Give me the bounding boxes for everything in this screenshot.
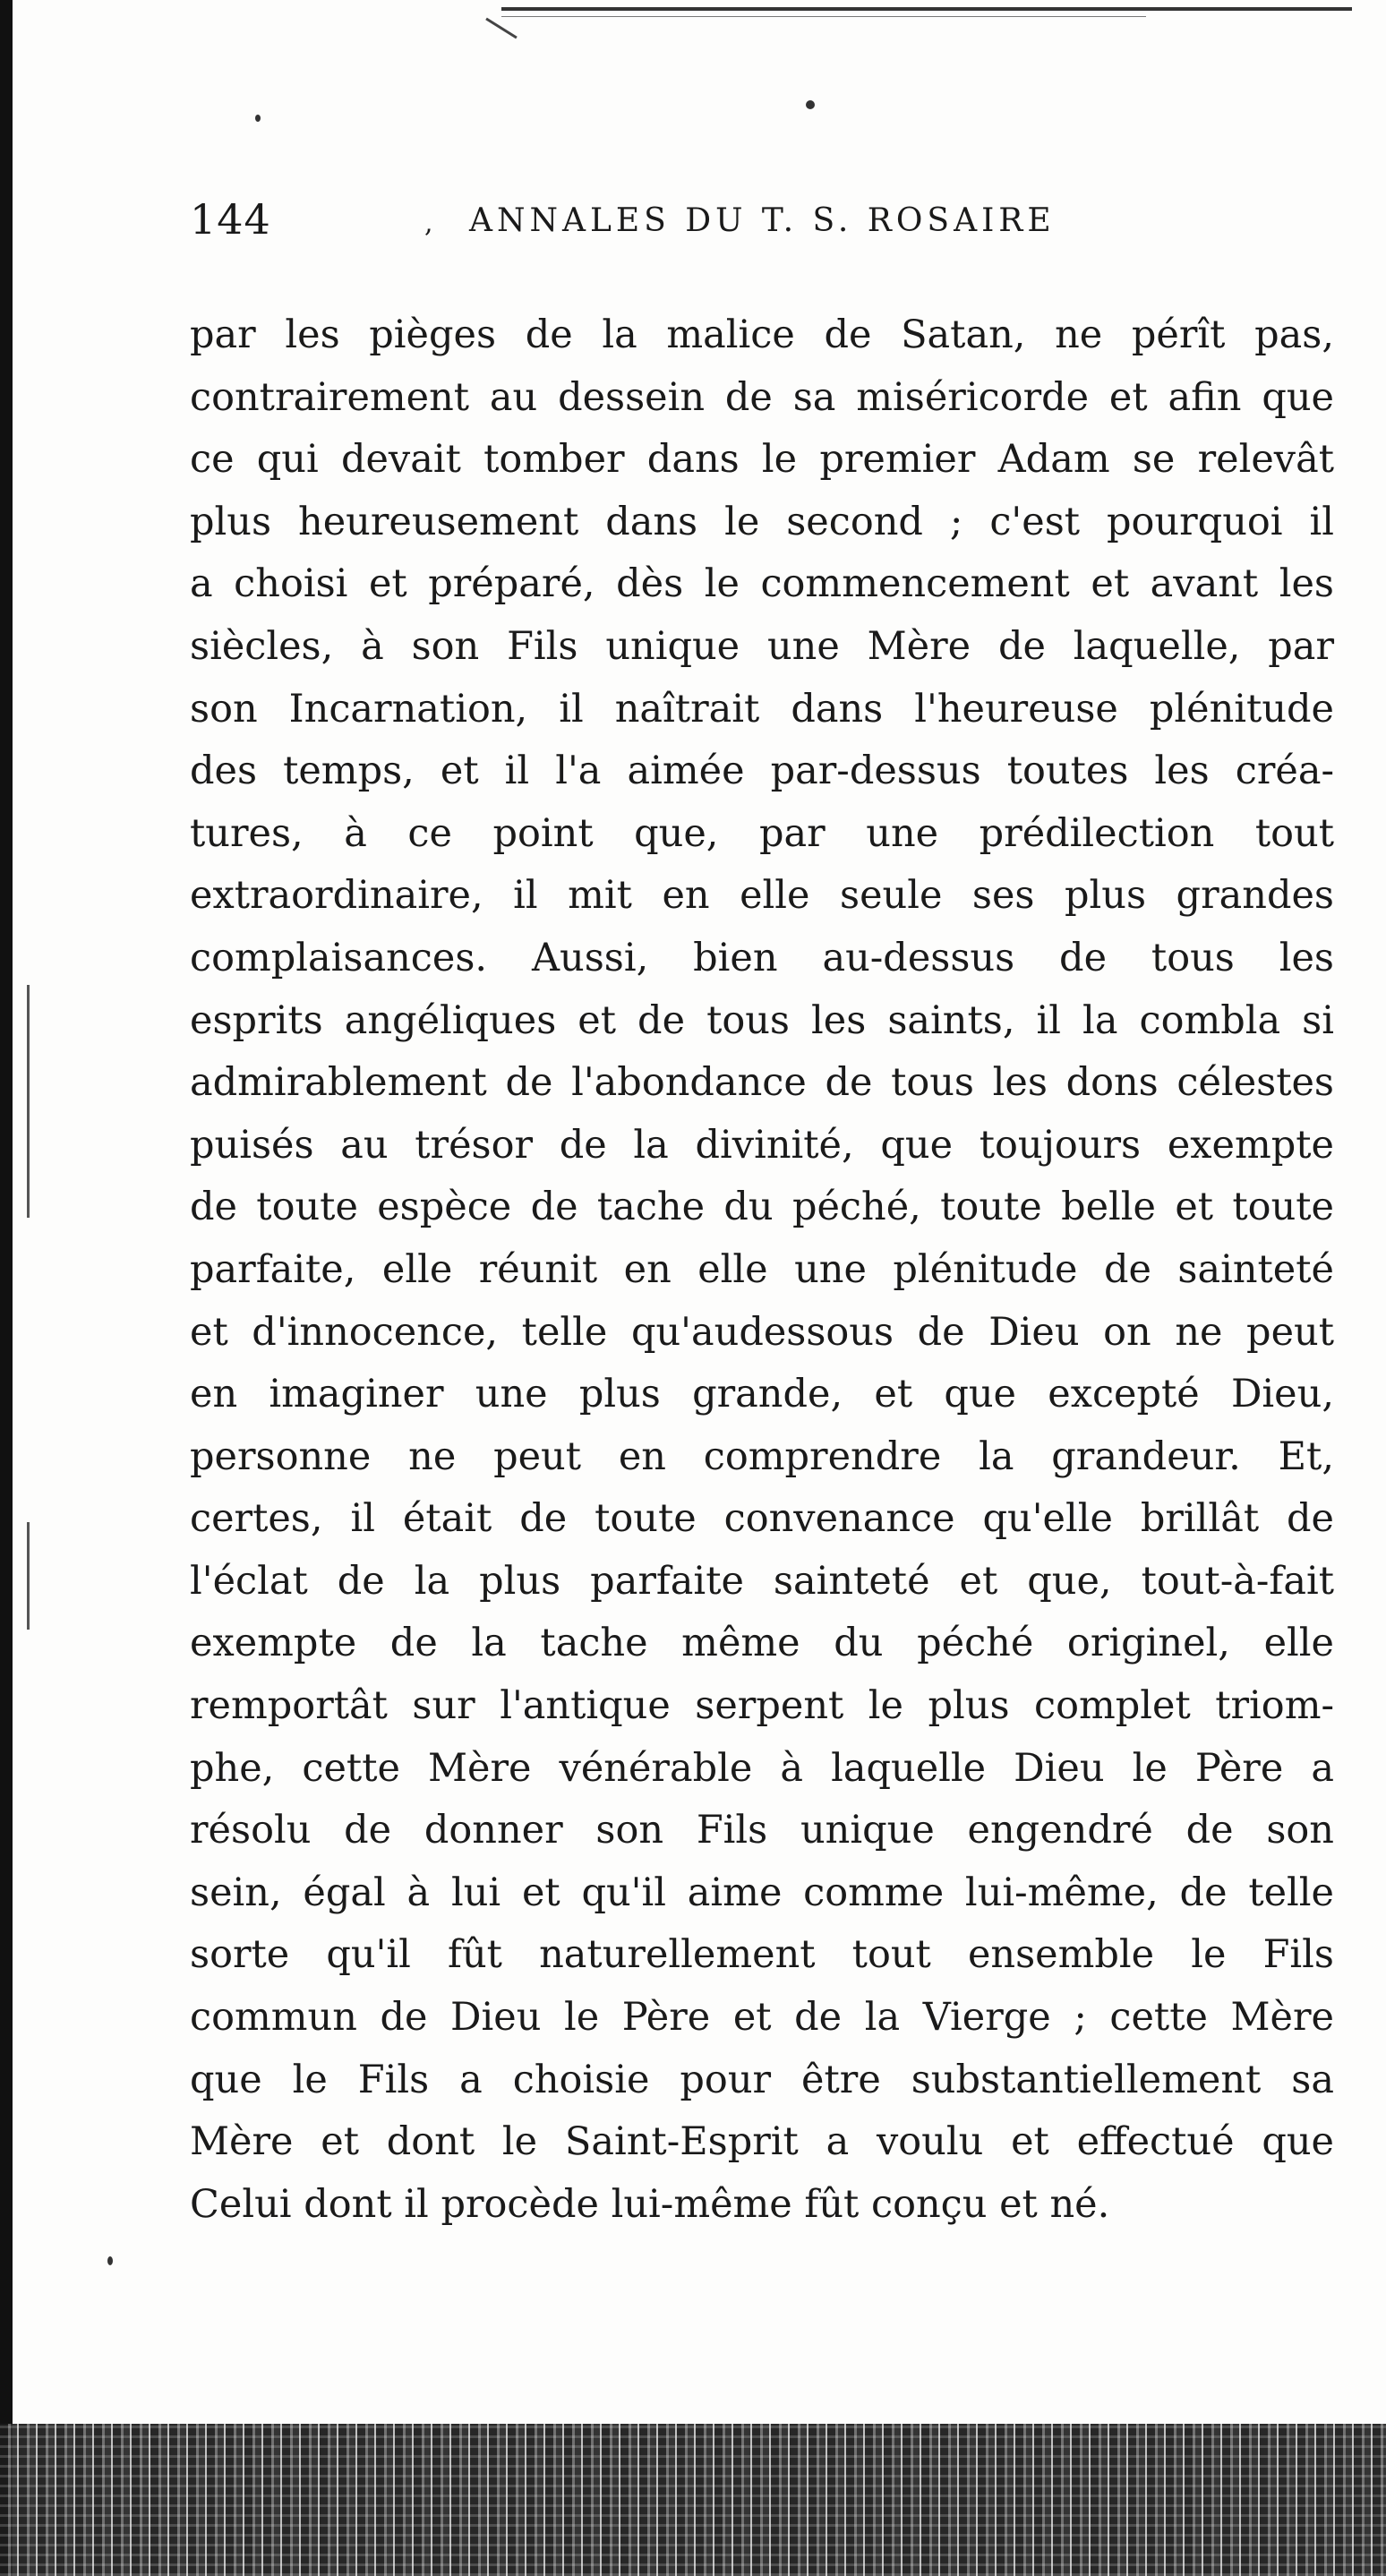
text-line: tures, à ce point que, par une prédilection tout — [190, 810, 1334, 856]
text-line: a choisi et préparé, dès le commencement et avant les — [190, 561, 1334, 607]
scan-dot — [107, 2256, 113, 2265]
running-header — [190, 195, 1336, 249]
text-line: que le Fils a choisie pour être substantiellement sa — [190, 2057, 1334, 2102]
scan-speckle — [27, 1522, 30, 1630]
text-line: par les pièges de la malice de Satan, ne pérît pas, — [190, 312, 1334, 357]
scan-dot — [255, 115, 261, 122]
text-line: son Incarnation, il naîtrait dans l'heureuse plénitude — [190, 686, 1334, 732]
text-line: contrairement au dessein de sa miséricorde et afin que — [190, 374, 1334, 420]
text-line: personne ne peut en comprendre la grandeur. Et, — [190, 1433, 1334, 1479]
text-line: esprits angéliques et de tous les saints, il la combla si — [190, 997, 1334, 1043]
text-line: Celui dont il procède lui-même fût conçu et né. — [190, 2181, 1110, 2227]
scan-speckle — [27, 985, 30, 1218]
text-line: Mère et dont le Saint-Esprit a voulu et effectué que — [190, 2119, 1334, 2165]
text-line: exempte de la tache même du péché originel, elle — [190, 1621, 1334, 1666]
text-line: certes, il était de toute convenance qu'elle brillât de — [190, 1496, 1334, 1542]
text-line: ce qui devait tomber dans le premier Adam se relevât — [190, 437, 1334, 483]
text-line: sorte qu'il fût naturellement tout ensemble le Fils — [190, 1932, 1334, 1978]
text-line: remportât sur l'antique serpent le plus complet triom- — [190, 1683, 1334, 1729]
text-line: en imaginer une plus grande, et que excepté Dieu, — [190, 1372, 1334, 1417]
body-text — [190, 304, 1334, 2236]
text-line: et d'innocence, telle qu'audessous de Dieu on ne peut — [190, 1309, 1334, 1355]
scan-top-line — [501, 16, 1146, 17]
text-line: complaisances. Aussi, bien au-dessus de tous les — [190, 935, 1334, 980]
text-line: puisés au trésor de la divinité, que toujours exempte — [190, 1122, 1334, 1168]
running-head-title: ANNALES DU T. S. ROSAIRE — [469, 202, 1056, 239]
text-line: commun de Dieu le Père et de la Vierge ; cette Mère — [190, 1995, 1334, 2041]
text-line: l'éclat de la plus parfaite sainteté et que, tout-à-fait — [190, 1558, 1334, 1604]
scan-mark — [485, 18, 518, 39]
page-number: 144 — [190, 195, 271, 244]
text-line: des temps, et il l'a aimée par-dessus toutes les créa- — [190, 749, 1334, 794]
text-line: extraordinaire, il mit en elle seule ses plus grandes — [190, 873, 1334, 919]
text-line: résolu de donner son Fils unique engendré de son — [190, 1808, 1334, 1853]
text-line: siècles, à son Fils unique une Mère de laquelle, par — [190, 623, 1334, 669]
scan-dot — [806, 100, 815, 109]
binding-edge — [0, 0, 13, 2576]
text-line: de toute espèce de tache du péché, toute belle et toute — [190, 1185, 1334, 1230]
text-line: sein, égal à lui et qu'il aime comme lui-même, de telle — [190, 1870, 1334, 1915]
scan-bottom-edge — [0, 2424, 1386, 2576]
scan-top-edge — [501, 7, 1352, 11]
text-line: phe, cette Mère vénérable à laquelle Dieu le Père a — [190, 1745, 1334, 1791]
text-line: plus heureusement dans le second ; c'est pourquoi il — [190, 499, 1334, 544]
text-line: admirablement de l'abondance de tous les dons célestes — [190, 1060, 1334, 1106]
header-mark: , — [424, 208, 433, 239]
text-line: parfaite, elle réunit en elle une plénitude de sainteté — [190, 1246, 1334, 1292]
